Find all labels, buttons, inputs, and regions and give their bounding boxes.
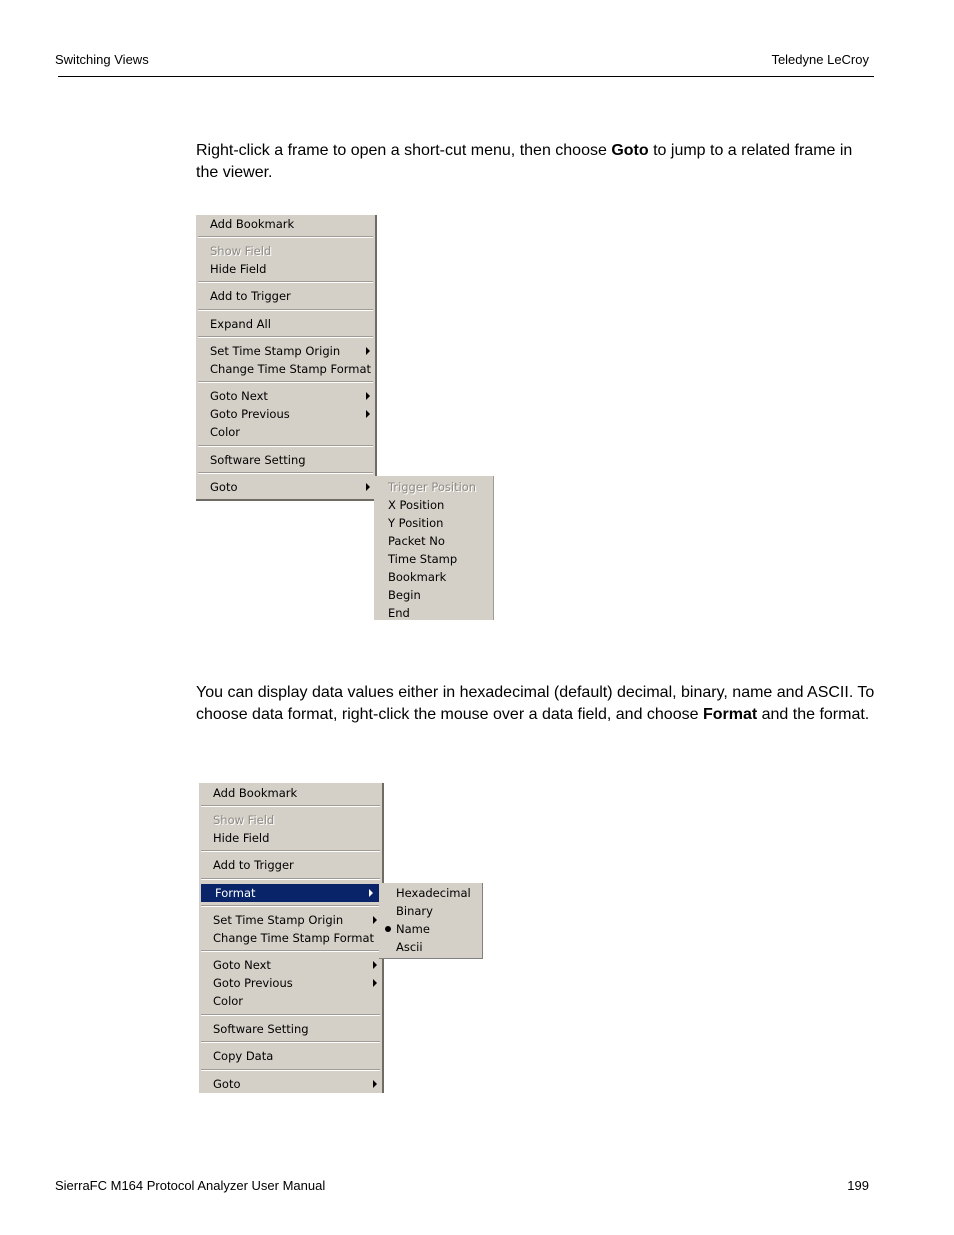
menu-item-format[interactable]: Format (201, 884, 380, 902)
menu-separator (198, 336, 373, 338)
menu-item-goto-previous[interactable]: Goto Previous (199, 974, 384, 992)
submenu-arrow-icon (366, 392, 370, 400)
menu-item-add-bookmark[interactable]: Add Bookmark (213, 786, 298, 800)
menu-separator (198, 236, 373, 238)
submenu-item-x-position[interactable]: X Position (388, 498, 445, 512)
menu-item-goto-previous[interactable]: Goto Previous (196, 405, 377, 423)
menu-item-show-field: Show Field (210, 244, 272, 258)
format-menu-screenshot (199, 783, 484, 1093)
header-rule (58, 76, 874, 77)
submenu-item-bookmark[interactable]: Bookmark (388, 570, 447, 584)
goto-submenu (374, 476, 494, 620)
submenu-arrow-icon (373, 961, 377, 969)
menu-item-expand-all[interactable]: Expand All (210, 317, 271, 331)
menu-item-hide-field[interactable]: Hide Field (210, 262, 267, 276)
radio-bullet-icon (385, 926, 391, 932)
submenu-item-end[interactable]: End (388, 606, 410, 620)
submenu-arrow-icon (366, 410, 370, 418)
context-menu (196, 215, 377, 501)
menu-separator (201, 1069, 380, 1071)
submenu-arrow-icon (373, 1080, 377, 1088)
menu-item-change-time-stamp-format[interactable]: Change Time Stamp Format (210, 362, 372, 376)
menu-separator (198, 381, 373, 383)
menu-separator (198, 445, 373, 447)
menu-item-software-setting[interactable]: Software Setting (210, 453, 306, 467)
goto-menu-screenshot (196, 215, 494, 620)
menu-item-add-to-trigger[interactable]: Add to Trigger (213, 858, 294, 872)
context-menu (199, 783, 384, 1093)
menu-item-add-to-trigger[interactable]: Add to Trigger (210, 289, 291, 303)
menu-separator (198, 472, 373, 474)
page-number: 199 (847, 1178, 869, 1193)
submenu-item-packet-no[interactable]: Packet No (388, 534, 445, 548)
menu-item-software-setting[interactable]: Software Setting (213, 1022, 309, 1036)
submenu-arrow-icon (373, 916, 377, 924)
submenu-arrow-icon (366, 483, 370, 491)
submenu-item-y-position[interactable]: Y Position (388, 516, 444, 530)
menu-separator (201, 805, 380, 807)
menu-item-show-field: Show Field (213, 813, 275, 827)
menu-item-set-time-stamp-origin[interactable]: Set Time Stamp Origin (196, 342, 377, 360)
menu-separator (201, 1014, 380, 1016)
submenu-item-begin[interactable]: Begin (388, 588, 421, 602)
menu-separator (201, 905, 380, 907)
menu-item-set-time-stamp-origin[interactable]: Set Time Stamp Origin (199, 911, 384, 929)
menu-separator (201, 1041, 380, 1043)
running-header-section: Switching Views (55, 52, 149, 67)
menu-separator (201, 878, 380, 880)
goto-instructions: Right-click a frame to open a short-cut menu, then choose Goto to jump to a related frame in the viewer. (196, 142, 853, 181)
submenu-item-hexadecimal[interactable]: Hexadecimal (396, 886, 471, 900)
submenu-arrow-icon (369, 889, 373, 897)
submenu-arrow-icon (373, 979, 377, 987)
menu-item-goto[interactable]: Goto (196, 478, 377, 496)
menu-item-color[interactable]: Color (213, 994, 244, 1008)
footer-manual-title: SierraFC M164 Protocol Analyzer User Manual (55, 1178, 326, 1193)
menu-item-change-time-stamp-format[interactable]: Change Time Stamp Format (213, 931, 375, 945)
menu-separator (198, 281, 373, 283)
submenu-item-binary[interactable]: Binary (396, 904, 433, 918)
menu-separator (198, 309, 373, 311)
menu-item-goto-next[interactable]: Goto Next (196, 387, 377, 405)
menu-item-color[interactable]: Color (210, 425, 241, 439)
menu-item-goto[interactable]: Goto (199, 1075, 384, 1093)
format-instructions: You can display data values either in hexadecimal (default) decimal, binary, name and ASCII. To choose data format, right-click the mouse over a data field, and choose Format and the format. (196, 684, 875, 723)
menu-separator (201, 850, 380, 852)
format-submenu (379, 883, 483, 959)
running-header-company: Teledyne LeCroy (771, 52, 869, 67)
submenu-item-name[interactable]: Name (379, 920, 483, 938)
submenu-item-ascii[interactable]: Ascii (396, 940, 423, 954)
submenu-item-trigger-position: Trigger Position (388, 480, 477, 494)
menu-item-goto-next[interactable]: Goto Next (199, 956, 384, 974)
menu-item-hide-field[interactable]: Hide Field (213, 831, 270, 845)
submenu-item-time-stamp[interactable]: Time Stamp (388, 552, 458, 566)
menu-item-copy-data[interactable]: Copy Data (213, 1049, 274, 1063)
menu-item-add-bookmark[interactable]: Add Bookmark (210, 217, 295, 231)
menu-separator (201, 950, 380, 952)
submenu-arrow-icon (366, 347, 370, 355)
